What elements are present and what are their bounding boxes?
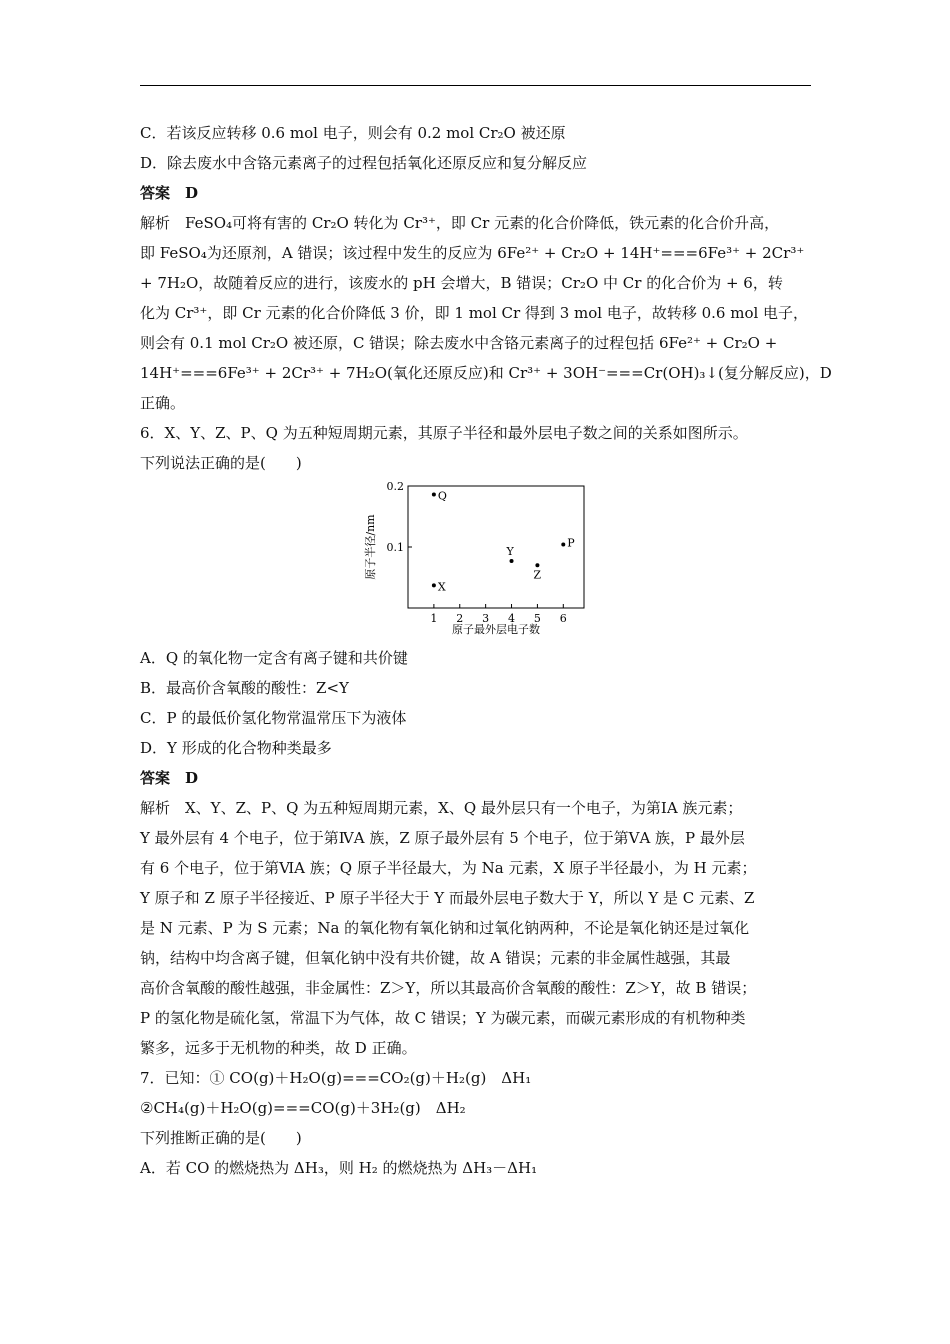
y-tick-label: 0.1 [386,541,404,554]
answer-6: 答案 D [140,769,199,787]
analysis-6-line-9: 繁多，远多于无机物的种类，故 D 正确。 [140,1039,417,1057]
y-axis-label: 原子半径/nm [364,514,377,580]
analysis-6-line-4: Y 原子和 Z 原子半径接近、P 原子半径大于 Y 而最外层电子数大于 Y，所以 Y 是 C 元素、Z [140,889,755,907]
page-content [140,118,832,1183]
analysis-6-line-5: 是 N 元素、P 为 S 元素；Na 的氧化物有氧化钠和过氧化钠两种，不论是氧化钠还是过氧化 [140,919,750,937]
option-b: B．最高价含氧酸的酸性：Z<Y [140,679,349,697]
analysis-5-line-6: 14H⁺===6Fe³⁺ + 2Cr³⁺ + 7H₂O(氧化还原反应)和 Cr³⁺ + 3OH⁻===Cr(OH)₃↓(复分解反应)，D [140,364,832,382]
point-z [535,563,539,567]
point-label-x: X [437,580,446,594]
x-tick-label: 3 [482,612,490,625]
analysis-6-line-6: 钠，结构中均含离子键，但氧化钠中没有共价键，故 A 错误；元素的非金属性越强，其最 [140,949,731,967]
question-7-prompt: 下列推断正确的是( ) [140,1129,302,1147]
question-6-prompt: 下列说法正确的是( ) [140,454,302,472]
point-y [510,559,514,563]
option-a: A．Q 的氧化物一定含有离子键和共价键 [140,649,408,667]
option-c: C．若该反应转移 0.6 mol 电子，则会有 0.2 mol Cr₂O 被还原 [140,124,566,142]
x-axis-label: 原子最外层电子数 [452,623,540,636]
x-tick-label: 2 [456,612,464,625]
question-7-eq-2: ②CH₄(g)＋H₂O(g)===CO(g)＋3H₂(g) ΔH₂ [140,1099,466,1117]
answer-5: 答案 D [140,184,199,202]
y-tick-label: 0.2 [386,480,404,493]
header-rule [140,85,811,86]
analysis-6-line-1: 解析 X、Y、Z、P、Q 为五种短周期元素，X、Q 最外层只有一个电子，为第ⅠA 族元素； [140,799,743,817]
analysis-6-line-2: Y 最外层有 4 个电子，位于第ⅣA 族，Z 原子最外层有 5 个电子，位于第ⅤA 族，P 最外层 [140,829,745,847]
question-6: 6．X、Y、Z、P、Q 为五种短周期元素，其原子半径和最外层电子数之间的关系如图所示。 [140,424,748,442]
option-d: D．除去废水中含铬元素离子的过程包括氧化还原反应和复分解反应 [140,154,588,172]
point-x [432,583,436,587]
analysis-6-line-3: 有 6 个电子，位于第ⅥA 族；Q 原子半径最大，为 Na 元素，X 原子半径最小，为 H 元素； [140,859,757,877]
point-label-p: P [567,536,575,550]
question-7: 7．已知：① CO(g)＋H₂O(g)===CO₂(g)＋H₂(g) ΔH₁ [140,1069,532,1087]
x-tick-label: 6 [559,612,567,625]
x-tick-label: 4 [508,612,516,625]
chart-frame [408,486,584,608]
analysis-5-line-3: + 7H₂O，故随着反应的进行，该废水的 pH 会增大，B 错误；Cr₂O 中 Cr 的化合价为 + 6，转 [140,274,783,292]
point-label-z: Z [533,568,542,582]
analysis-6-line-7: 高价含氧酸的酸性越强，非金属性：Z＞Y，所以其最高价含氧酸的酸性：Z＞Y，故 B 错误； [140,979,757,997]
option-a: A．若 CO 的燃烧热为 ΔH₃，则 H₂ 的燃烧热为 ΔH₃－ΔH₁ [140,1159,538,1177]
option-d: D．Y 形成的化合物种类最多 [140,739,332,757]
analysis-5-line-4: 化为 Cr³⁺，即 Cr 元素的化合价降低 3 价，即 1 mol Cr 得到 3 mol 电子，故转移 0.6 mol 电子， [140,304,809,322]
point-q [432,493,436,497]
radius-chart-svg [358,480,598,640]
analysis-5-line-5: 则会有 0.1 mol Cr₂O 被还原，C 错误；除去废水中含铬元素离子的过程包括 6Fe²⁺ + Cr₂O + [140,334,778,352]
analysis-5-line-1: 解析 FeSO₄可将有害的 Cr₂O 转化为 Cr³⁺，即 Cr 元素的化合价降低，铁元素的化合价升高， [140,214,780,232]
analysis-6-line-8: P 的氢化物是硫化氢，常温下为气体，故 C 错误；Y 为碳元素，而碳元素形成的有机物种类 [140,1009,746,1027]
option-c: C．P 的最低价氢化物常温常压下为液体 [140,709,407,727]
x-tick-label: 1 [430,612,438,625]
analysis-5-line-2: 即 FeSO₄为还原剂，A 错误；该过程中发生的反应为 6Fe²⁺ + Cr₂O + 14H⁺===6Fe³⁺ + 2Cr³⁺ [140,244,805,262]
point-label-y: Y [506,545,514,559]
analysis-5-line-7: 正确。 [140,394,186,412]
point-label-q: Q [437,489,447,503]
x-tick-label: 5 [533,612,541,625]
radius-chart [140,480,812,643]
point-p [561,543,565,547]
